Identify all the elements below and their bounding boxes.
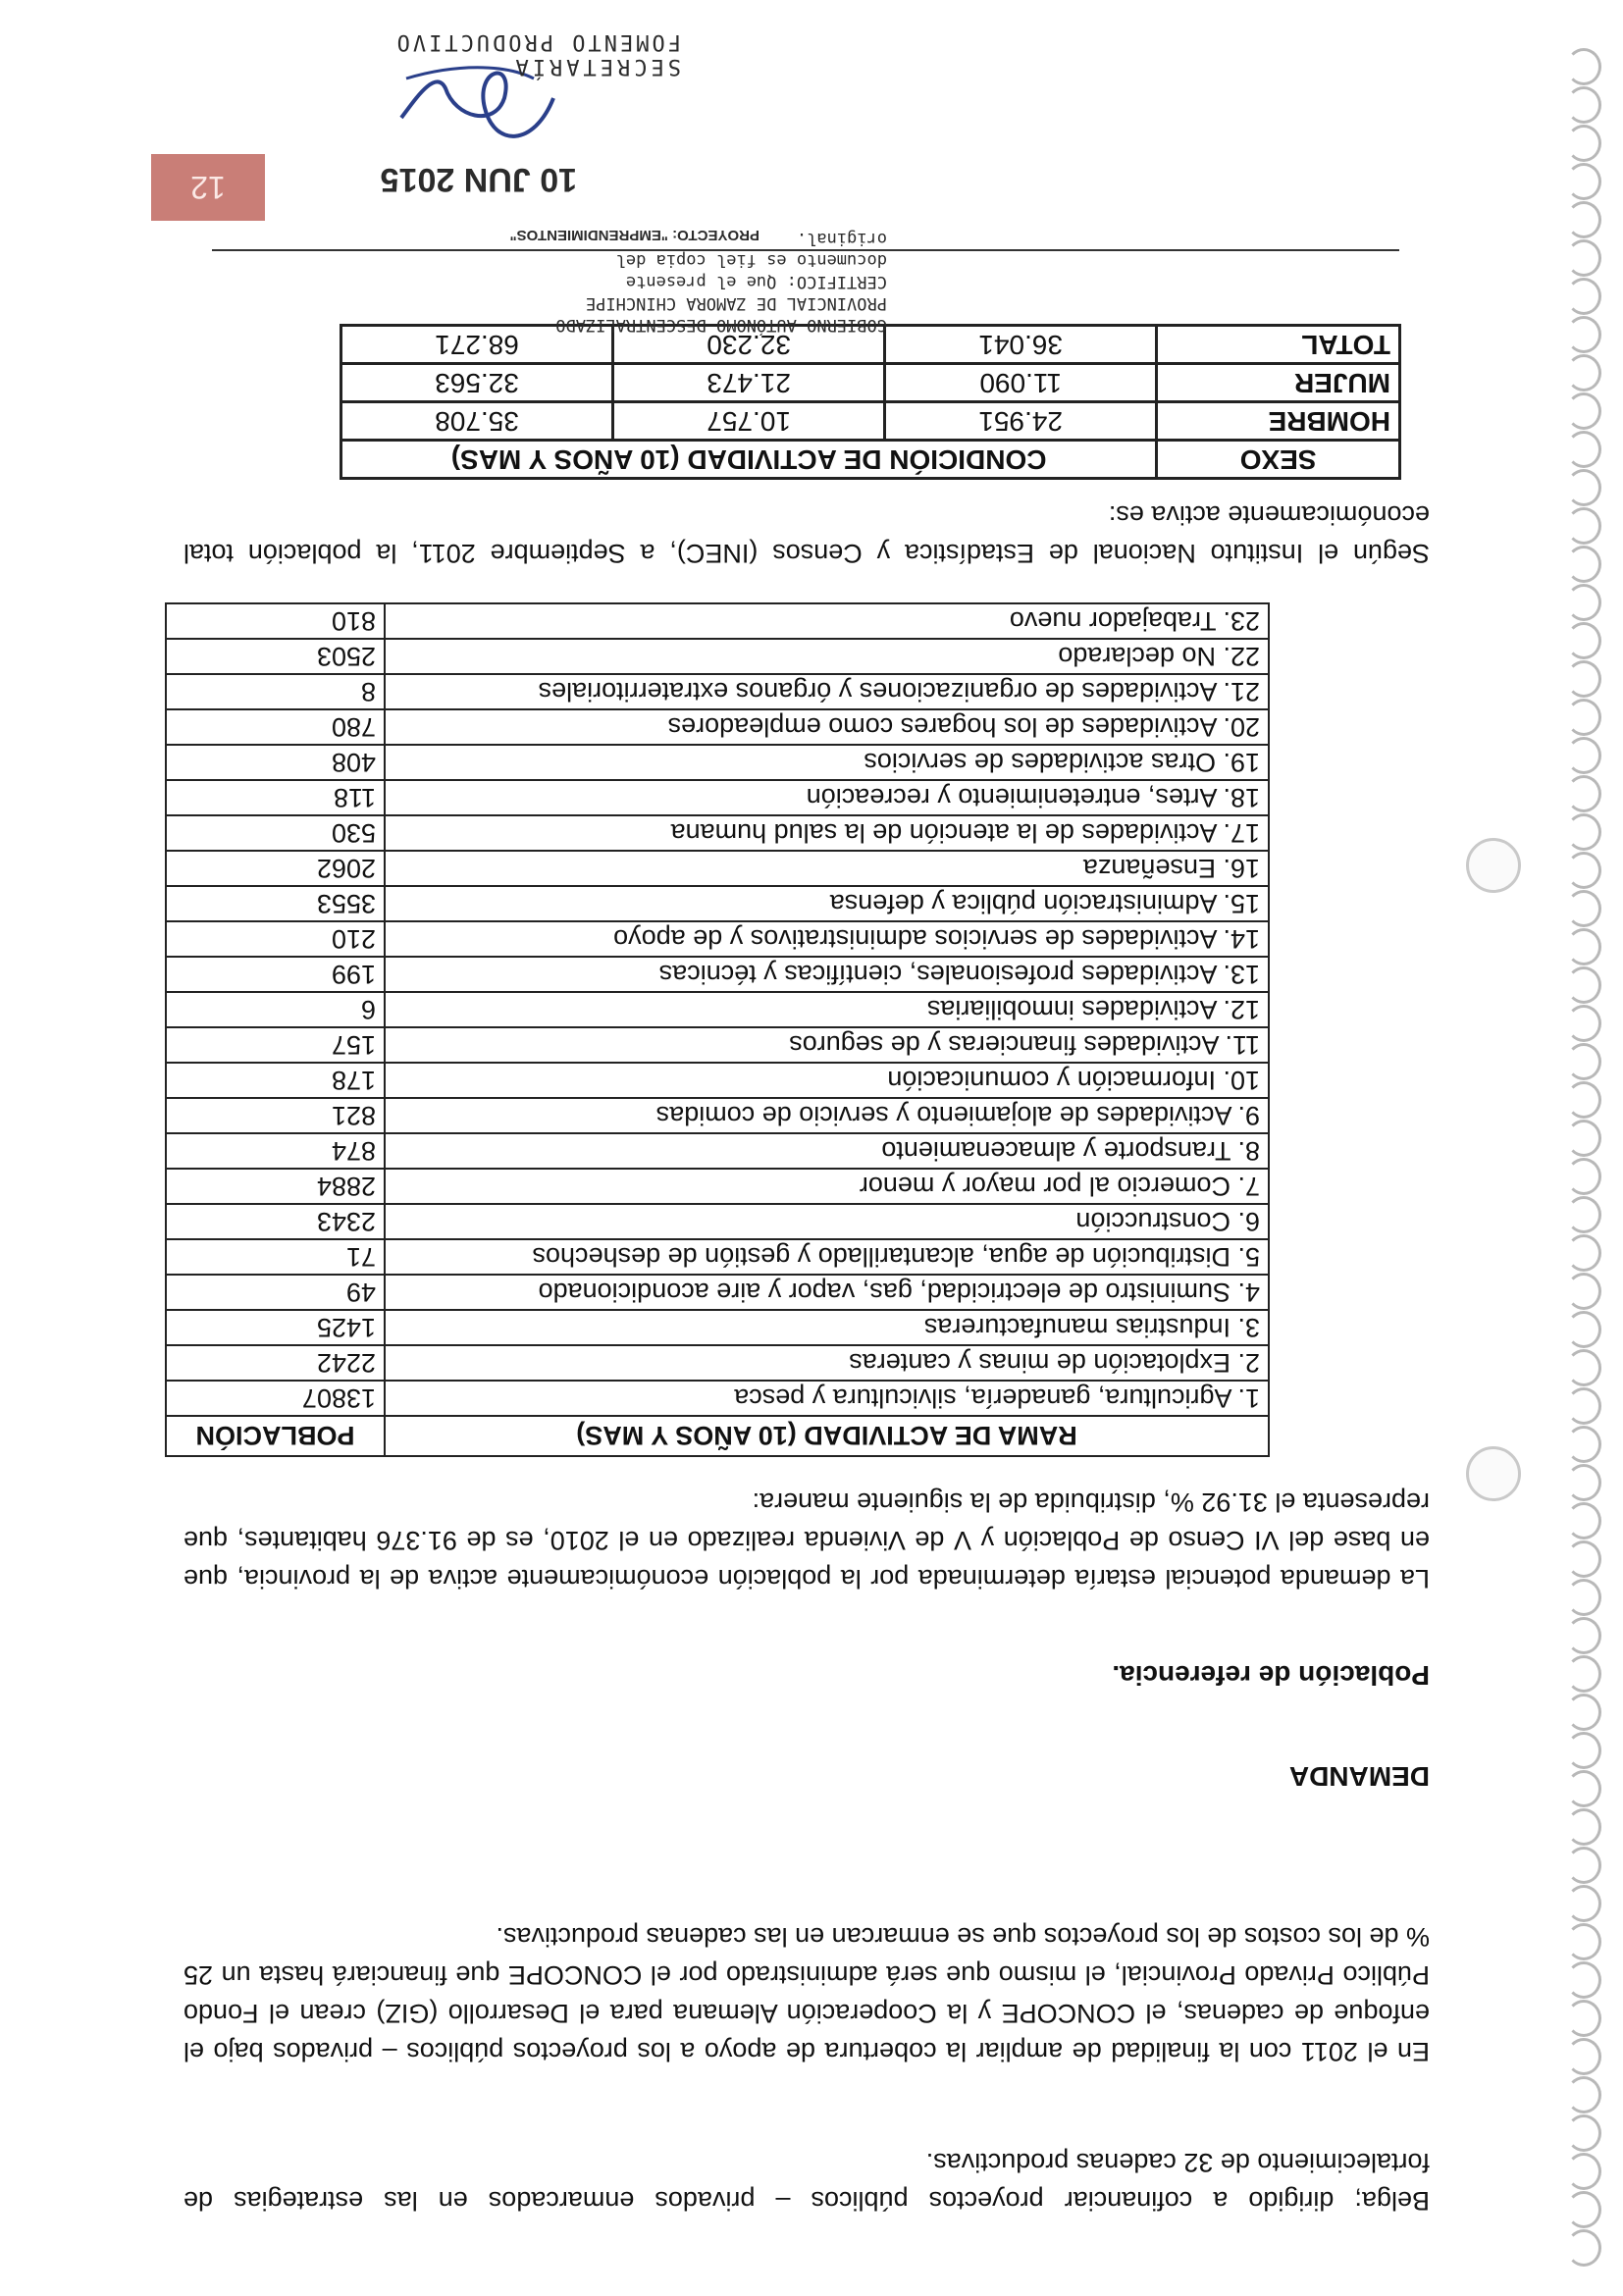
rama-cell: 19. Otras actividades de servicios xyxy=(385,745,1269,780)
punch-hole xyxy=(1466,838,1521,893)
binding-ring xyxy=(1566,584,1601,621)
concope-paragraph: En el 2011 con la finalidad de ampliar la cobertura de apoyo a los proyectos públicos – privados bajo el enfoque de cadenas, el CONCOPE y la Cooperación Alemana para el Desarrollo (GIZ) crean el Fondo Público Privado Provincial, el mismo que será administrado por el CONCOPE que financiará hasta un 25 % de los costos de los proyectos que se enmarcan en las cadenas productivas. xyxy=(183,1922,1430,2066)
poblacion-cell: 13807 xyxy=(166,1381,385,1416)
binding-ring xyxy=(1566,316,1601,353)
table-row xyxy=(166,957,1269,992)
poblacion-cell: 178 xyxy=(166,1063,385,1098)
table-row xyxy=(166,603,1269,639)
table-row xyxy=(341,402,1400,441)
value-cell: 32.563 xyxy=(341,364,613,402)
rama-cell: 4. Suministro de electricidad, gas, vapor y aire acondicionado xyxy=(385,1275,1269,1310)
table-row xyxy=(166,709,1269,745)
poblacion-cell: 199 xyxy=(166,957,385,992)
rama-cell: 6. Construcción xyxy=(385,1204,1269,1239)
binding-ring xyxy=(1566,1349,1601,1386)
binding-ring xyxy=(1566,125,1601,162)
table-row xyxy=(166,921,1269,957)
rama-cell: 12. Actividades inmobiliarias xyxy=(385,992,1269,1027)
table-row xyxy=(166,639,1269,674)
binding-ring xyxy=(1566,775,1601,812)
poblacion-cell: 874 xyxy=(166,1133,385,1169)
table-row xyxy=(166,1133,1269,1169)
binding-ring xyxy=(1566,2038,1601,2075)
binding-ring xyxy=(1566,1579,1601,1616)
rama-cell: 15. Administración pública y defensa xyxy=(385,886,1269,921)
binding-ring xyxy=(1566,1273,1601,1310)
table-row xyxy=(166,674,1269,709)
table-row xyxy=(166,1381,1269,1416)
project-stamp: PROYECTO: "EMPRENDIMIENTOS" xyxy=(509,227,759,243)
binding-ring xyxy=(1566,1311,1601,1348)
rama-cell: 23. Trabajador nuevo xyxy=(385,603,1269,639)
binding-ring xyxy=(1566,1158,1601,1195)
binding-ring xyxy=(1566,1847,1601,1884)
binding-ring xyxy=(1566,1464,1601,1501)
poblacion-cell: 210 xyxy=(166,921,385,957)
binding-ring xyxy=(1566,2076,1601,2113)
intro-paragraph: Belga; dirigido a cofinanciar proyectos públicos – privados enmarcados en las estrategias de fortalecimiento de 32 cadenas productivas. xyxy=(183,2148,1430,2216)
binding-ring xyxy=(1566,86,1601,124)
sexo-cell: TOTAL xyxy=(1157,326,1400,364)
poblacion-cell: 2503 xyxy=(166,639,385,674)
rama-cell: 17. Actividades de la atención de la salud humana xyxy=(385,815,1269,851)
value-cell: 68.271 xyxy=(341,326,613,364)
binding-ring xyxy=(1566,278,1601,315)
sexo-header: SEXO xyxy=(1157,441,1400,479)
binding-ring xyxy=(1566,1694,1601,1731)
table-row xyxy=(166,1027,1269,1063)
punch-hole xyxy=(1466,1446,1521,1501)
poblacion-header: POBLACIÓN xyxy=(166,1416,385,1456)
rama-cell: 18. Artes, entretenimiento y recreación xyxy=(385,780,1269,815)
binding-ring xyxy=(1566,546,1601,583)
inec-paragraph: Según el Instituto Nacional de Estadística y Censos (INEC), a Septiembre 2011, la población total económicamente activa es: xyxy=(183,500,1430,568)
table-row xyxy=(166,851,1269,886)
value-cell: 11.090 xyxy=(885,364,1157,402)
poblacion-cell: 2062 xyxy=(166,851,385,886)
poblacion-cell: 2343 xyxy=(166,1204,385,1239)
stamp-line: PROVINCIAL DE ZAMORA CHINCHIPE xyxy=(585,293,887,313)
condicion-header: CONDICIÓN DE ACTIVIDAD (10 AÑOS Y MAS) xyxy=(341,441,1157,479)
binding-ring xyxy=(1566,2191,1601,2228)
rama-cell: 21. Actividades de organizaciones y órganos extraterritoriales xyxy=(385,674,1269,709)
table-row xyxy=(166,1239,1269,1275)
rama-cell: 3. Industrias manufactureras xyxy=(385,1310,1269,1345)
value-cell: 24.951 xyxy=(885,402,1157,441)
binding-ring xyxy=(1566,2229,1601,2267)
table-row xyxy=(166,886,1269,921)
table-row xyxy=(166,745,1269,780)
binding-ring xyxy=(1566,813,1601,851)
rama-cell: 20. Actividades de los hogares como empleadores xyxy=(385,709,1269,745)
binding-ring xyxy=(1566,1885,1601,1922)
demanda-heading: DEMANDA xyxy=(1288,1761,1430,1792)
binding-ring xyxy=(1566,163,1601,200)
binding-ring xyxy=(1566,354,1601,391)
table-header-row xyxy=(166,1416,1269,1456)
rama-cell: 22. No declarado xyxy=(385,639,1269,674)
binding-ring xyxy=(1566,1540,1601,1578)
rama-header: RAMA DE ACTIVIDAD (10 AÑOS Y MAS) xyxy=(385,1416,1269,1456)
poblacion-cell: 3553 xyxy=(166,886,385,921)
poblacion-cell: 49 xyxy=(166,1275,385,1310)
table-row xyxy=(166,1345,1269,1381)
condicion-actividad-table xyxy=(340,324,1401,480)
secretaria-stamp: SECRETARÍA xyxy=(511,54,681,78)
binding-ring xyxy=(1566,928,1601,965)
table-row xyxy=(166,815,1269,851)
date-stamp: 10 JUN 2015 xyxy=(380,161,577,198)
binding-ring xyxy=(1566,1234,1601,1272)
binding-ring xyxy=(1566,1081,1601,1119)
binding-ring xyxy=(1566,201,1601,238)
binding-ring xyxy=(1566,507,1601,545)
binding-ring xyxy=(1566,1617,1601,1654)
stamp-line: documento es fiel copia del xyxy=(615,250,887,270)
poblacion-cell: 408 xyxy=(166,745,385,780)
stamp-line: CERTIFICO: Que el presente xyxy=(625,272,887,291)
binding-ring xyxy=(1566,966,1601,1004)
rama-cell: 7. Comercio al por mayor y menor xyxy=(385,1169,1269,1204)
value-cell: 10.757 xyxy=(613,402,885,441)
poblacion-cell: 6 xyxy=(166,992,385,1027)
binding-ring xyxy=(1566,699,1601,736)
rama-cell: 16. Enseñanza xyxy=(385,851,1269,886)
table-row xyxy=(166,1169,1269,1204)
value-cell: 36.041 xyxy=(885,326,1157,364)
poblacion-cell: 71 xyxy=(166,1239,385,1275)
binding-ring xyxy=(1566,1770,1601,1807)
poblacion-cell: 8 xyxy=(166,674,385,709)
rama-cell: 5. Distribución de agua, alcantarillado y gestión de deshechos xyxy=(385,1239,1269,1275)
binding-ring xyxy=(1566,890,1601,927)
rama-cell: 11. Actividades financieras y de seguros xyxy=(385,1027,1269,1063)
poblacion-cell: 2242 xyxy=(166,1345,385,1381)
table-row xyxy=(166,1310,1269,1345)
certification-stamp xyxy=(555,228,887,336)
sexo-cell: MUJER xyxy=(1157,364,1400,402)
fomento-stamp: FOMENTO PRODUCTIVO xyxy=(393,29,681,54)
poblacion-cell: 118 xyxy=(166,780,385,815)
binding-ring xyxy=(1566,1808,1601,1846)
stamp-line: GOBIERNO AUTÓNOMO DESCENTRALIZADO xyxy=(555,315,887,335)
value-cell: 32.230 xyxy=(613,326,885,364)
spiral-binding xyxy=(1556,29,1615,2267)
binding-ring xyxy=(1566,48,1601,85)
poblacion-cell: 2884 xyxy=(166,1169,385,1204)
table-row xyxy=(166,780,1269,815)
rama-cell: 10. Información y comunicación xyxy=(385,1063,1269,1098)
table-header-row xyxy=(341,441,1400,479)
binding-ring xyxy=(1566,622,1601,659)
binding-ring xyxy=(1566,852,1601,889)
page-number-badge: 12 xyxy=(151,154,265,221)
binding-ring xyxy=(1566,1120,1601,1157)
binding-ring xyxy=(1566,1961,1601,1999)
binding-ring xyxy=(1566,431,1601,468)
rama-cell: 8. Transporte y almacenamiento xyxy=(385,1133,1269,1169)
value-cell: 21.473 xyxy=(613,364,885,402)
binding-ring xyxy=(1566,1426,1601,1463)
poblacion-cell: 157 xyxy=(166,1027,385,1063)
binding-ring xyxy=(1566,1502,1601,1539)
binding-ring xyxy=(1566,1732,1601,1769)
binding-ring xyxy=(1566,1387,1601,1425)
binding-ring xyxy=(1566,239,1601,277)
binding-ring xyxy=(1566,2114,1601,2152)
binding-ring xyxy=(1566,2153,1601,2190)
demanda-paragraph: La demanda potencial estaría determinada por la población económicamente activa de la provincia, que en base del VI Censo de Población y V de Vivienda realizado en el 2010, es de 91.376 habitantes, que representa el 31.92 %, distribuida de la siguiente manera: xyxy=(183,1487,1430,1593)
rama-actividad-table xyxy=(165,602,1270,1457)
binding-ring xyxy=(1566,2000,1601,2037)
binding-ring xyxy=(1566,1043,1601,1080)
sexo-cell: HOMBRE xyxy=(1157,402,1400,441)
poblacion-cell: 821 xyxy=(166,1098,385,1133)
table-row xyxy=(341,364,1400,402)
rama-cell: 14. Actividades de servicios administrativos y de apoyo xyxy=(385,921,1269,957)
table-row xyxy=(166,1204,1269,1239)
poblacion-subheading: Población de referencia. xyxy=(1112,1660,1430,1691)
rama-cell: 13. Actividades profesionales, científicas y técnicas xyxy=(385,957,1269,992)
binding-ring xyxy=(1566,737,1601,774)
binding-ring xyxy=(1566,469,1601,506)
poblacion-cell: 780 xyxy=(166,709,385,745)
table-row xyxy=(166,1098,1269,1133)
stamp-line: original. xyxy=(796,229,887,248)
binding-ring xyxy=(1566,660,1601,698)
table-row xyxy=(166,1275,1269,1310)
poblacion-cell: 1425 xyxy=(166,1310,385,1345)
poblacion-cell: 530 xyxy=(166,815,385,851)
poblacion-cell: 810 xyxy=(166,603,385,639)
binding-ring xyxy=(1566,1196,1601,1233)
value-cell: 35.708 xyxy=(341,402,613,441)
rama-cell: 9. Actividades de alojamiento y servicio de comidas xyxy=(385,1098,1269,1133)
table-row xyxy=(166,992,1269,1027)
rama-cell: 2. Explotación de minas y canteras xyxy=(385,1345,1269,1381)
binding-ring xyxy=(1566,1923,1601,1960)
rama-cell: 1. Agricultura, ganadería, silvicultura y pesca xyxy=(385,1381,1269,1416)
binding-ring xyxy=(1566,1655,1601,1693)
table-row xyxy=(166,1063,1269,1098)
binding-ring xyxy=(1566,1005,1601,1042)
binding-ring xyxy=(1566,392,1601,430)
